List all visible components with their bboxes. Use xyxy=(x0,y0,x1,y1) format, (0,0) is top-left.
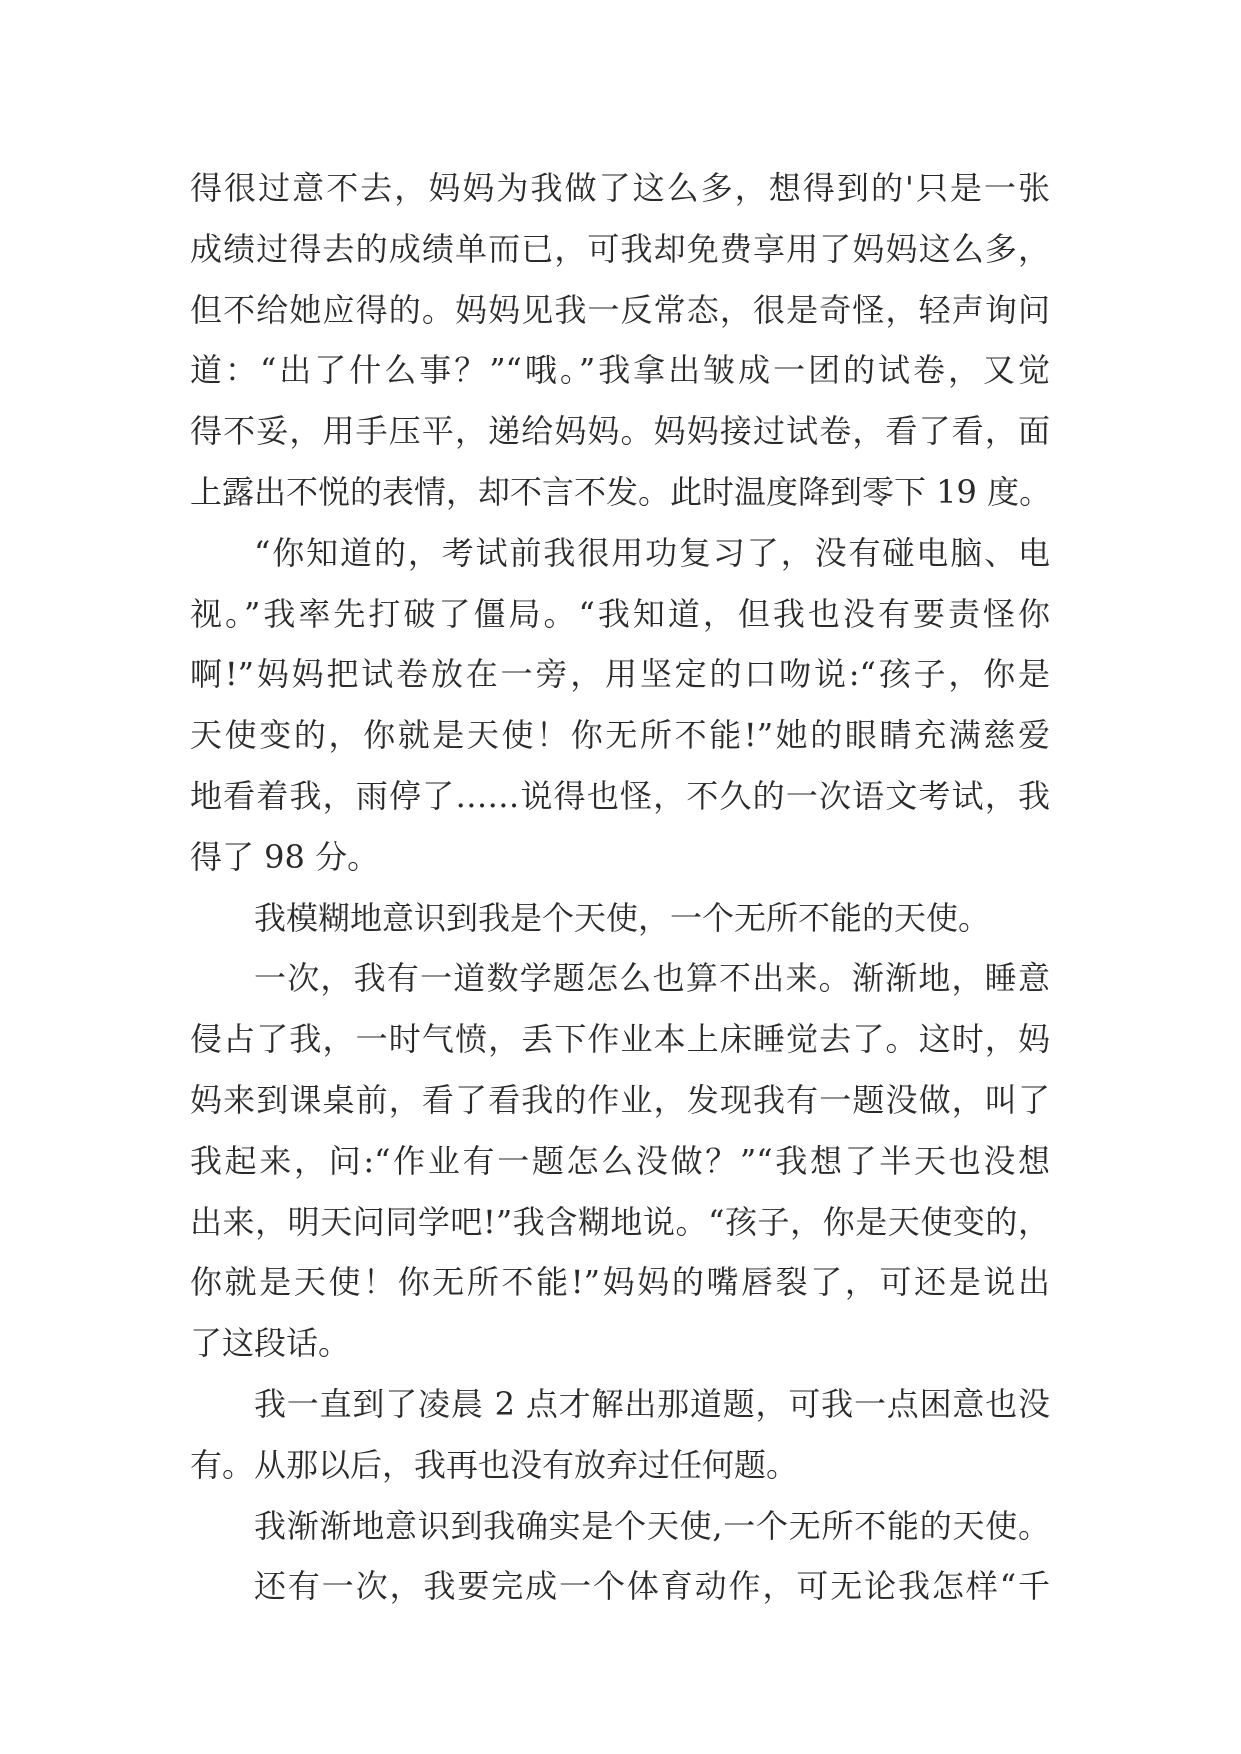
text-line: 但不给她应得的。妈妈见我一反常态，很是奇怪，轻声询问 xyxy=(190,290,1050,329)
text-line: 侵占了我，一时气愤，丢下作业本上床睡觉去了。这时，妈 xyxy=(190,1020,1050,1059)
text-line: “你知道的，考试前我很用功复习了，没有碰电脑、电 xyxy=(254,533,1050,572)
text-line: 成绩过得去的成绩单而已，可我却免费享用了妈妈这么多， xyxy=(190,229,1050,268)
text-line: 还有一次，我要完成一个体育动作，可无论我怎样“千 xyxy=(254,1567,1050,1606)
document-body xyxy=(190,158,1050,1617)
text-line: 我模糊地意识到我是个天使，一个无所不能的天使。 xyxy=(254,898,991,937)
text-line: 我起来，问:“作业有一题怎么没做？”“我想了半天也没想 xyxy=(190,1141,1050,1180)
text-line: 出来，明天问同学吧!”我含糊地说。“孩子，你是天使变的， xyxy=(190,1202,1050,1241)
text-line: 得了 98 分。 xyxy=(190,837,380,876)
text-line: 了这段话。 xyxy=(190,1324,351,1363)
text-line: 地看着我，雨停了……说得也怪，不久的一次语文考试，我 xyxy=(190,776,1050,815)
text-line: 上露出不悦的表情，却不言不发。此时温度降到零下 19 度。 xyxy=(190,472,1052,511)
text-line: 道：“出了什么事？”“哦。”我拿出皱成一团的试卷，又觉 xyxy=(190,351,1050,390)
text-line: 视。”我率先打破了僵局。“我知道，但我也没有要责怪你 xyxy=(190,594,1050,633)
text-line: 得不妥，用手压平，递给妈妈。妈妈接过试卷，看了看，面 xyxy=(190,412,1050,451)
text-line: 有。从那以后，我再也没有放弃过任何题。 xyxy=(190,1445,799,1484)
text-line: 我一直到了凌晨 2 点才解出那道题，可我一点困意也没 xyxy=(254,1384,1050,1423)
text-line: 一次，我有一道数学题怎么也算不出来。渐渐地，睡意 xyxy=(254,959,1050,998)
text-line: 得很过意不去，妈妈为我做了这么多，想得到的'只是一张 xyxy=(190,169,1050,207)
text-line: 啊!”妈妈把试卷放在一旁，用坚定的口吻说:“孩子，你是 xyxy=(190,655,1050,694)
text-line: 你就是天使！你无所不能!”妈妈的嘴唇裂了，可还是说出 xyxy=(190,1263,1050,1302)
text-line: 我渐渐地意识到我确实是个天使,一个无所不能的天使。 xyxy=(254,1506,1050,1545)
text-line: 妈来到课桌前，看了看我的作业，发现我有一题没做，叫了 xyxy=(190,1080,1050,1119)
text-line: 天使变的，你就是天使！你无所不能!”她的眼睛充满慈爱 xyxy=(190,716,1050,755)
